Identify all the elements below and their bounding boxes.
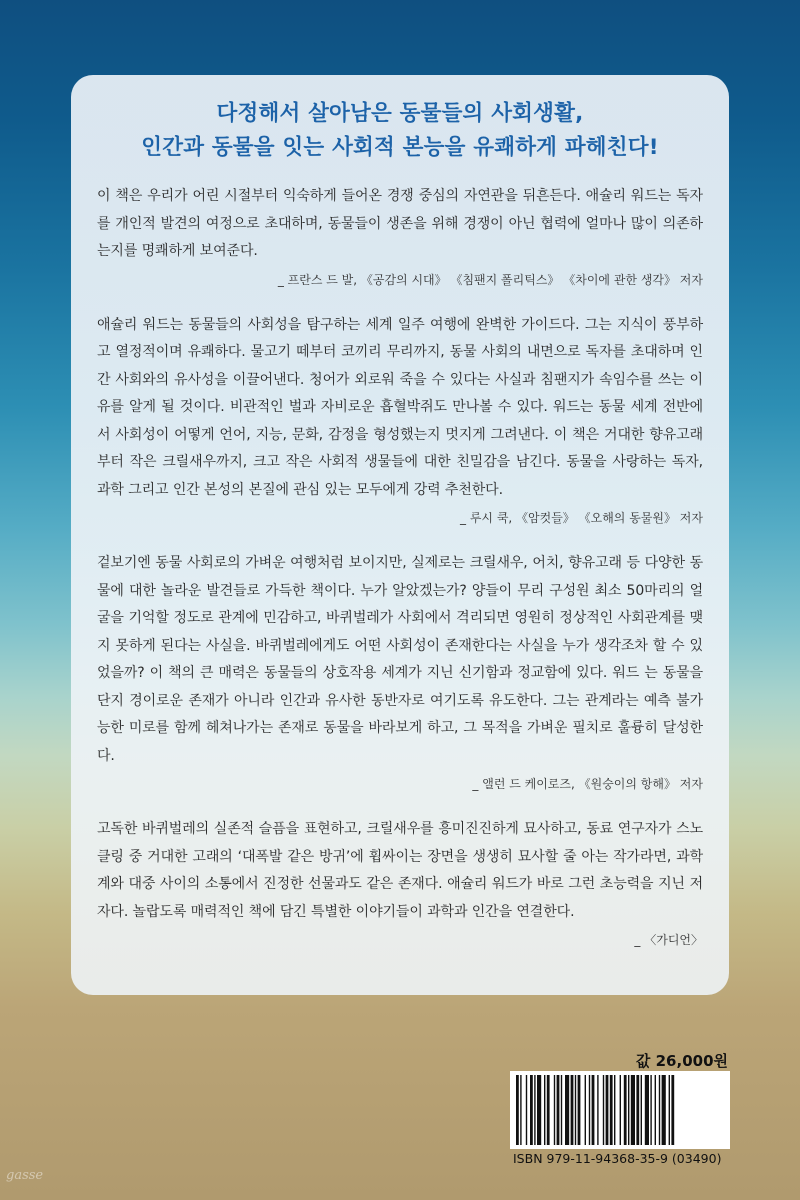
barcode-bar [655, 1075, 656, 1145]
barcode-bar [571, 1075, 574, 1145]
barcode-bar [650, 1075, 651, 1145]
quote-block [97, 816, 703, 950]
barcode-bar [554, 1075, 555, 1145]
publisher-logo: gasse [6, 1168, 44, 1183]
price-label: 값 26,000원 [635, 1052, 728, 1070]
barcode-bar [561, 1075, 562, 1145]
barcode-bar [597, 1075, 598, 1145]
barcode-bar [614, 1075, 615, 1145]
barcode-bar [606, 1075, 609, 1145]
barcode-bar [530, 1075, 533, 1145]
quote-attribution: _ 프란스 드 발, 《공감의 시대》 《침팬지 폴리틱스》 《차이에 관한 생각》 저자 [277, 272, 703, 287]
barcode-bar [620, 1075, 621, 1145]
barcode-bar [589, 1075, 590, 1145]
quote-attribution: _ 앨런 드 케이로즈, 《원숭이의 항해》 저자 [472, 777, 703, 791]
barcode-bar [628, 1075, 629, 1145]
barcode-bar [631, 1075, 635, 1145]
quote-attribution: _ 〈가디언〉 [634, 933, 703, 947]
barcode-bar [592, 1075, 595, 1145]
quote-text: 고독한 바퀴벌레의 실존적 슬픔을 표현하고, 크릴새우를 흥미진진하게 묘사하고, 동료 연구자가 스노클링 중 거대한 고래의 ‘대폭발 같은 방귀’에 휩싸이는 장면을 생생히 묘사할 줄 아는 작가라면, 과학계와 대중 사이의 소통에서 진정한 선물과도 같은 존재다. 애슐리 워드가 바로 그런 초능력을 지닌 저자다. 놀랍도록 매력적인 책에 담긴 특별한 이야기들이 과학과 인간을 연결한다. [97, 821, 703, 920]
quote-block [97, 183, 703, 290]
headline-line-2: 인간과 동물을 잇는 사회적 본능을 유쾌하게 파헤친다! [141, 135, 659, 160]
barcode-bar [645, 1075, 649, 1145]
blurb-panel [71, 75, 729, 995]
barcode-bar [603, 1075, 604, 1145]
barcode-bar [585, 1075, 586, 1145]
isbn-text: ISBN 979-11-94368-35-9 (03490) [513, 1151, 722, 1166]
quote-attribution: _ 루시 쿡, 《암컷들》 《오해의 동물원》 저자 [460, 511, 703, 525]
quote-block [97, 550, 703, 794]
barcode [510, 1071, 730, 1149]
barcode-bar [641, 1075, 642, 1145]
barcode-bar [662, 1075, 666, 1145]
barcode-bar [636, 1075, 639, 1145]
headline-line-1: 다정해서 살아남은 동물들의 사회생활, [216, 101, 584, 126]
barcode-bar [575, 1075, 576, 1145]
barcode-bar [671, 1075, 674, 1145]
barcode-bar [659, 1075, 660, 1145]
barcode-bar [520, 1075, 521, 1145]
barcode-bar [578, 1075, 581, 1145]
barcode-bar [557, 1075, 560, 1145]
quote-text: 이 책은 우리가 어린 시절부터 익숙하게 들어온 경쟁 중심의 자연관을 뒤흔든다. 애슐리 워드는 독자를 개인적 발견의 여정으로 초대하며, 동물들이 생존을 위해 경쟁이 아닌 협력에 얼마나 많이 의존하는지를 명쾌하게 보여준다. [97, 188, 703, 259]
quote-block [97, 312, 703, 529]
barcode-bars [516, 1075, 724, 1145]
barcode-bar [547, 1075, 550, 1145]
barcode-bar [516, 1075, 519, 1145]
barcode-bar [526, 1075, 527, 1145]
barcode-bar [565, 1075, 569, 1145]
barcode-bar [669, 1075, 670, 1145]
barcode-bar [534, 1075, 535, 1145]
quote-text: 애슐리 워드는 동물들의 사회성을 탐구하는 세계 일주 여행에 완벽한 가이드다. 그는 지식이 풍부하고 열정적이며 유쾌하다. 물고기 떼부터 코끼리 무리까지, 동물 사회의 내면으로 독자를 초대하며 인간 사회와의 유사성을 이끌어낸다. 청어가 외로워 죽을 수 있다는 사실과 침팬지가 속임수를 쓰는 이유를 알게 될 것이다. 비관적인 벌과 자비로운 흡혈박쥐도 만나볼 수 있다. 워드는 동물 세계 전반에서 사회성이 어떻게 언어, 지능, 문화, 감정을 형성했는지 멋지게 그려낸다. 이 책은 거대한 향유고래부터 작은 크릴새우까지, 크고 작은 사회적 생물들에 대한 친밀감을 남긴다. 동물을 사랑하는 독자, 과학 그리고 인간 본성의 본질에 관심 있는 모두에게 강력 추천한다. [97, 316, 703, 498]
barcode-bar [544, 1075, 545, 1145]
barcode-bar [610, 1075, 613, 1145]
quote-text: 겉보기엔 동물 사회로의 가벼운 여행처럼 보이지만, 실제로는 크릴새우, 어치, 향유고래 등 다양한 동물에 대한 놀라운 발견들로 가득한 책이다. 누가 알았겠는가? 양들이 무리 구성원 최소 50마리의 얼굴을 기억할 정도로 관계에 민감하고, 바퀴벌레가 사회에서 격리되면 영원히 정상적인 사회관계를 맺지 못하게 된다는 사실을. 바퀴벌레에게도 어떤 사회성이 존재한다는 사실을 누가 생각조차 할 수 있었을까? 이 책의 큰 매력은 동물들의 상호작용 세계가 지닌 신기함과 정교함에 있다. 워드 는 동물을 단지 경이로운 존재가 아니라 인간과 유사한 동반자로 여기도록 유도한다. 그는 관계라는 예측 불가능한 미로를 함께 헤쳐나가는 존재로 동물을 바라보게 하고, 그 목적을 가벼운 필치로 훌륭히 달성한다. [97, 555, 703, 764]
barcode-bar [537, 1075, 541, 1145]
headline [97, 97, 703, 165]
barcode-bar [624, 1075, 627, 1145]
